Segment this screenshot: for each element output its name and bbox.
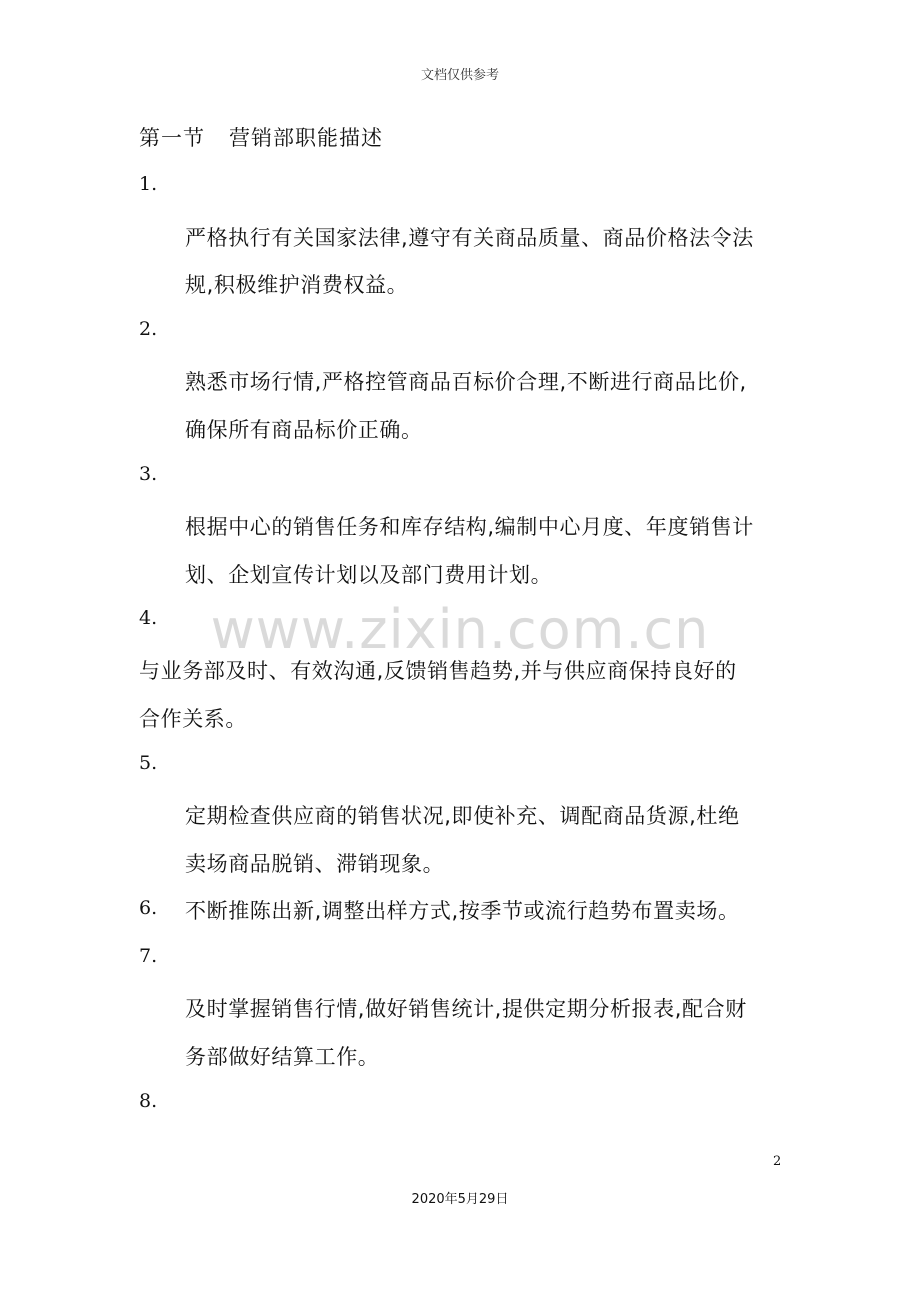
- item-text-line: 与业务部及时、有效沟通,反馈销售趋势,并与供应商保持良好的: [139, 659, 737, 683]
- page-number: 2: [773, 1154, 782, 1169]
- section-number: 第一节: [139, 126, 205, 150]
- footer-date: 2020年5月29日: [411, 1192, 509, 1207]
- item-number: 3.: [139, 463, 158, 485]
- section-title: [139, 122, 383, 152]
- item-number: 2.: [139, 318, 158, 340]
- item-text-line: 不断推陈出新,调整出样方式,按季节或流行趋势布置卖场。: [185, 899, 740, 923]
- item-text-line: 熟悉市场行情,严格控管商品百标价合理,不断进行商品比价,: [185, 370, 747, 394]
- item-number: 8.: [139, 1090, 158, 1112]
- item-text-line: 严格执行有关国家法律,遵守有关商品质量、商品价格法令法: [185, 226, 754, 250]
- item-text-line: 卖场商品脱销、滞销现象。: [185, 852, 445, 876]
- item-number: 4.: [139, 607, 158, 629]
- item-text-line: 定期检查供应商的销售状况,即使补充、调配商品货源,杜绝: [185, 804, 740, 828]
- item-number: 7.: [139, 945, 158, 967]
- item-text-line: 合作关系。: [139, 707, 247, 731]
- item-text-line: 确保所有商品标价正确。: [185, 418, 423, 442]
- item-text-line: 划、企划宣传计划以及部门费用计划。: [185, 563, 553, 587]
- watermark: www.zixin.com.cn: [210, 598, 710, 661]
- item-text-line: 根据中心的销售任务和库存结构,编制中心月度、年度销售计: [185, 515, 754, 539]
- item-number: 6.: [139, 897, 158, 919]
- page-header: 文档仅供参考: [420, 68, 499, 83]
- item-text-line: 务部做好结算工作。: [185, 1045, 380, 1069]
- section-heading: 营销部职能描述: [229, 126, 383, 150]
- item-text-line: 规,积极维护消费权益。: [185, 273, 409, 297]
- item-number: 5.: [139, 752, 158, 774]
- item-number: 1.: [139, 173, 158, 195]
- item-text-line: 及时掌握销售行情,做好销售统计,提供定期分析报表,配合财: [185, 997, 747, 1021]
